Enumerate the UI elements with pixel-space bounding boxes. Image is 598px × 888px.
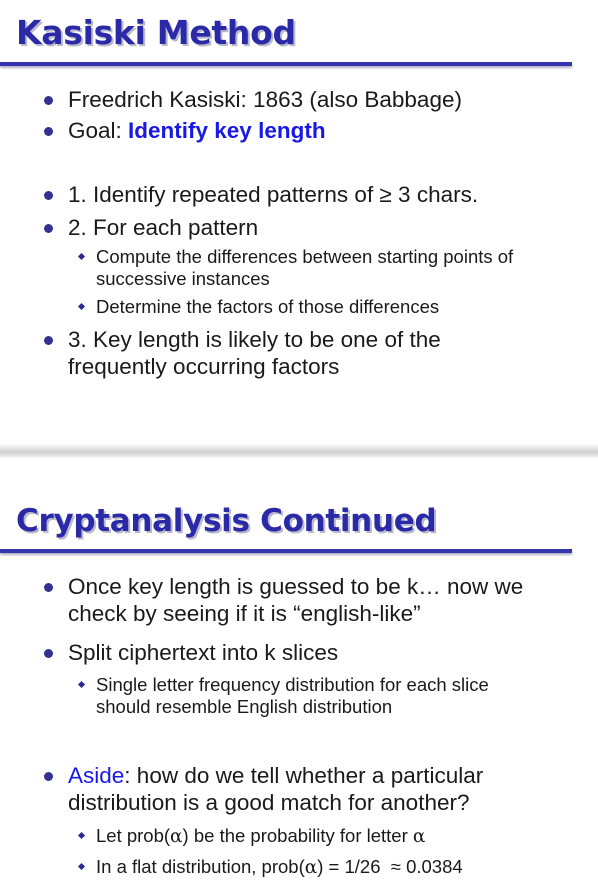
sub-bullet-text: Single letter frequency distribution for each slice	[96, 674, 489, 695]
sub-bullet-text: should resemble English distribution	[96, 696, 393, 717]
bullet-highlight: Identify key length	[128, 118, 326, 143]
sub-bullet-item	[96, 296, 588, 318]
sub-bullet-text: 0.0384	[400, 856, 463, 877]
bullet-dot-icon	[44, 336, 53, 345]
diamond-bullet-icon	[78, 863, 85, 870]
bullet-item	[68, 181, 588, 208]
title-underline	[0, 549, 572, 553]
bullet-text: Split ciphertext into k slices	[68, 640, 339, 665]
diamond-bullet-icon	[78, 832, 85, 839]
sub-bullet-item	[96, 825, 588, 848]
sub-bullet-text: Determine the factors of those differences	[96, 296, 440, 317]
title-underline	[0, 62, 572, 66]
sub-bullet-text: ) be the probability for letter	[182, 825, 413, 846]
bullet-text: Freedrich Kasiski: 1863 (also Babbage)	[68, 87, 462, 112]
aside-highlight: Aside	[68, 763, 125, 788]
slide-title: Kasiski Method	[16, 13, 296, 52]
diamond-bullet-icon	[78, 681, 85, 688]
sub-bullet-text: ) = 1/26	[317, 856, 391, 877]
bullet-text: Once key length is guessed to be k… now we	[68, 574, 524, 599]
sub-bullet-item	[96, 856, 588, 879]
diamond-bullet-icon	[78, 253, 85, 260]
bullet-item	[68, 214, 588, 241]
bullet-text: check by seeing if it is “english-like”	[68, 601, 421, 626]
bullet-text: Goal:	[68, 118, 129, 143]
alpha-symbol: α	[412, 826, 426, 847]
sub-bullet-item	[96, 674, 588, 718]
sub-bullet-item	[96, 246, 588, 290]
sub-bullet-text: Let prob(	[96, 825, 171, 846]
bullet-dot-icon	[44, 96, 53, 105]
slide-cryptanalysis-continued	[0, 458, 598, 888]
approx-symbol: ≈	[390, 856, 401, 877]
bullet-item	[68, 326, 588, 380]
bullet-text: 3. Key length is likely to be one of the	[68, 327, 441, 352]
bullet-dot-icon	[44, 649, 53, 658]
bullet-text: 1. Identify repeated patterns of ≥ 3 chars.	[68, 182, 479, 207]
slide-separator	[0, 444, 598, 458]
bullet-item	[68, 86, 588, 113]
bullet-dot-icon	[44, 772, 53, 781]
bullet-dot-icon	[44, 127, 53, 136]
bullet-text: frequently occurring factors	[68, 354, 340, 379]
bullet-item	[68, 639, 588, 666]
bullet-text: distribution is a good match for another?	[68, 790, 470, 815]
sub-bullet-text: In a flat distribution, prob(	[96, 856, 305, 877]
bullet-dot-icon	[44, 583, 53, 592]
sub-bullet-text: successive instances	[96, 268, 270, 289]
bullet-item	[68, 573, 588, 627]
alpha-symbol: α	[304, 857, 318, 878]
slide-title: Cryptanalysis Continued	[16, 503, 437, 539]
alpha-symbol: α	[170, 826, 183, 847]
diamond-bullet-icon	[78, 303, 85, 310]
bullet-text: 2. For each pattern	[68, 215, 259, 240]
bullet-item	[68, 117, 588, 144]
bullet-dot-icon	[44, 224, 53, 233]
bullet-text: : how do we tell whether a particular	[124, 763, 484, 788]
sub-bullet-text: Compute the differences between starting points of	[96, 246, 514, 267]
bullet-dot-icon	[44, 191, 53, 200]
bullet-item	[68, 762, 588, 816]
